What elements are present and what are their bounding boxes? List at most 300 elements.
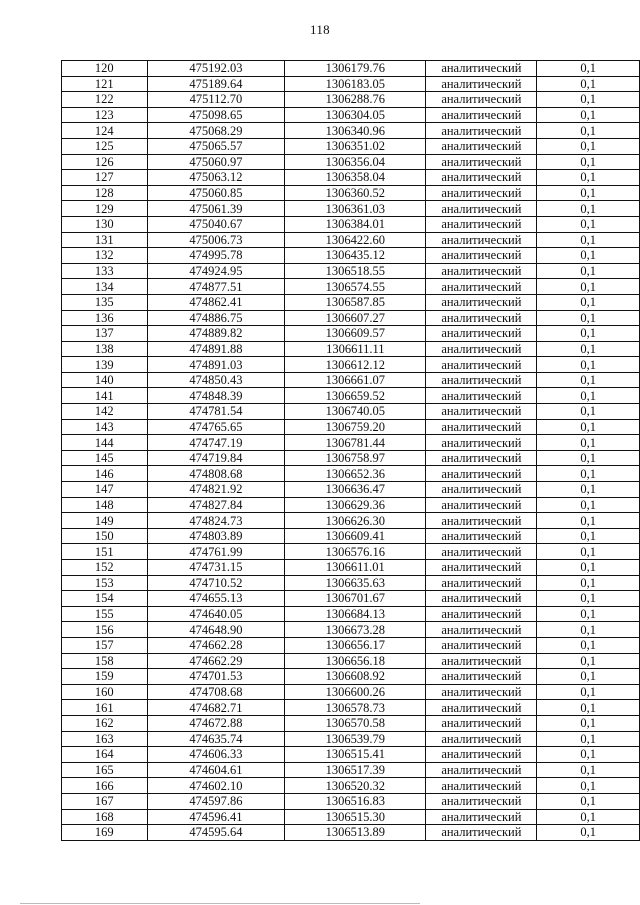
x-coordinate-cell: 474640.05 [147,606,285,622]
accuracy-cell: 0,1 [537,294,640,310]
x-coordinate-cell: 474648.90 [147,622,285,638]
accuracy-cell: 0,1 [537,809,640,825]
accuracy-cell: 0,1 [537,248,640,264]
accuracy-cell: 0,1 [537,123,640,139]
x-coordinate-cell: 474602.10 [147,778,285,794]
accuracy-cell: 0,1 [537,669,640,685]
x-coordinate-cell: 475060.97 [147,154,285,170]
x-coordinate-cell: 474891.03 [147,357,285,373]
x-coordinate-cell: 474672.88 [147,715,285,731]
point-number-cell: 167 [62,793,148,809]
point-number-cell: 128 [62,185,148,201]
coordinates-table [61,60,640,841]
y-coordinate-cell: 1306183.05 [285,76,426,92]
point-number-cell: 122 [62,92,148,108]
x-coordinate-cell: 474710.52 [147,575,285,591]
x-coordinate-cell: 474886.75 [147,310,285,326]
method-cell: аналитический [426,575,537,591]
table-row [62,669,640,685]
accuracy-cell: 0,1 [537,684,640,700]
y-coordinate-cell: 1306351.02 [285,138,426,154]
y-coordinate-cell: 1306576.16 [285,544,426,560]
y-coordinate-cell: 1306515.30 [285,809,426,825]
method-cell: аналитический [426,138,537,154]
method-cell: аналитический [426,606,537,622]
x-coordinate-cell: 475098.65 [147,107,285,123]
method-cell: аналитический [426,684,537,700]
accuracy-cell: 0,1 [537,138,640,154]
point-number-cell: 150 [62,528,148,544]
x-coordinate-cell: 474781.54 [147,404,285,420]
method-cell: аналитический [426,653,537,669]
point-number-cell: 162 [62,715,148,731]
x-coordinate-cell: 475068.29 [147,123,285,139]
x-coordinate-cell: 474765.65 [147,419,285,435]
method-cell: аналитический [426,154,537,170]
x-coordinate-cell: 474803.89 [147,528,285,544]
method-cell: аналитический [426,248,537,264]
method-cell: аналитический [426,294,537,310]
y-coordinate-cell: 1306636.47 [285,482,426,498]
accuracy-cell: 0,1 [537,715,640,731]
point-number-cell: 124 [62,123,148,139]
table-row [62,466,640,482]
accuracy-cell: 0,1 [537,653,640,669]
method-cell: аналитический [426,825,537,841]
table-row [62,341,640,357]
y-coordinate-cell: 1306600.26 [285,684,426,700]
scan-edge-line [20,903,420,904]
method-cell: аналитический [426,92,537,108]
table-row [62,544,640,560]
point-number-cell: 134 [62,279,148,295]
accuracy-cell: 0,1 [537,575,640,591]
y-coordinate-cell: 1306384.01 [285,216,426,232]
method-cell: аналитический [426,591,537,607]
accuracy-cell: 0,1 [537,825,640,841]
accuracy-cell: 0,1 [537,731,640,747]
accuracy-cell: 0,1 [537,76,640,92]
accuracy-cell: 0,1 [537,606,640,622]
table-row [62,419,640,435]
x-coordinate-cell: 474821.92 [147,482,285,498]
method-cell: аналитический [426,793,537,809]
table-row [62,778,640,794]
x-coordinate-cell: 475192.03 [147,61,285,77]
method-cell: аналитический [426,201,537,217]
table-row [62,154,640,170]
point-number-cell: 157 [62,637,148,653]
accuracy-cell: 0,1 [537,466,640,482]
point-number-cell: 142 [62,404,148,420]
point-number-cell: 155 [62,606,148,622]
method-cell: аналитический [426,388,537,404]
method-cell: аналитический [426,466,537,482]
point-number-cell: 163 [62,731,148,747]
x-coordinate-cell: 474655.13 [147,591,285,607]
table-row [62,793,640,809]
accuracy-cell: 0,1 [537,357,640,373]
method-cell: аналитический [426,560,537,576]
table-row [62,497,640,513]
y-coordinate-cell: 1306358.04 [285,170,426,186]
y-coordinate-cell: 1306356.04 [285,154,426,170]
table-row [62,825,640,841]
method-cell: аналитический [426,731,537,747]
table-row [62,404,640,420]
x-coordinate-cell: 474682.71 [147,700,285,716]
point-number-cell: 120 [62,61,148,77]
method-cell: аналитический [426,809,537,825]
point-number-cell: 139 [62,357,148,373]
accuracy-cell: 0,1 [537,107,640,123]
point-number-cell: 145 [62,450,148,466]
y-coordinate-cell: 1306635.63 [285,575,426,591]
y-coordinate-cell: 1306607.27 [285,310,426,326]
point-number-cell: 127 [62,170,148,186]
x-coordinate-cell: 474891.88 [147,341,285,357]
y-coordinate-cell: 1306609.57 [285,326,426,342]
point-number-cell: 125 [62,138,148,154]
y-coordinate-cell: 1306740.05 [285,404,426,420]
table-row [62,107,640,123]
point-number-cell: 148 [62,497,148,513]
point-number-cell: 143 [62,419,148,435]
y-coordinate-cell: 1306759.20 [285,419,426,435]
accuracy-cell: 0,1 [537,778,640,794]
table-row [62,731,640,747]
x-coordinate-cell: 474808.68 [147,466,285,482]
table-row [62,248,640,264]
y-coordinate-cell: 1306701.67 [285,591,426,607]
table-row [62,591,640,607]
point-number-cell: 147 [62,482,148,498]
accuracy-cell: 0,1 [537,154,640,170]
method-cell: аналитический [426,107,537,123]
x-coordinate-cell: 474827.84 [147,497,285,513]
method-cell: аналитический [426,404,537,420]
y-coordinate-cell: 1306288.76 [285,92,426,108]
table-row [62,482,640,498]
accuracy-cell: 0,1 [537,762,640,778]
accuracy-cell: 0,1 [537,310,640,326]
method-cell: аналитический [426,326,537,342]
table-row [62,76,640,92]
table-row [62,232,640,248]
method-cell: аналитический [426,341,537,357]
table-row [62,560,640,576]
accuracy-cell: 0,1 [537,513,640,529]
table-row [62,435,640,451]
method-cell: аналитический [426,372,537,388]
y-coordinate-cell: 1306612.12 [285,357,426,373]
table-row [62,575,640,591]
y-coordinate-cell: 1306611.11 [285,341,426,357]
x-coordinate-cell: 474606.33 [147,747,285,763]
point-number-cell: 146 [62,466,148,482]
method-cell: аналитический [426,544,537,560]
x-coordinate-cell: 474824.73 [147,513,285,529]
method-cell: аналитический [426,497,537,513]
table-row [62,92,640,108]
method-cell: аналитический [426,61,537,77]
y-coordinate-cell: 1306656.18 [285,653,426,669]
method-cell: аналитический [426,528,537,544]
y-coordinate-cell: 1306520.32 [285,778,426,794]
y-coordinate-cell: 1306515.41 [285,747,426,763]
accuracy-cell: 0,1 [537,482,640,498]
table-row [62,61,640,77]
table-row [62,326,640,342]
method-cell: аналитический [426,123,537,139]
point-number-cell: 133 [62,263,148,279]
x-coordinate-cell: 474635.74 [147,731,285,747]
y-coordinate-cell: 1306608.92 [285,669,426,685]
y-coordinate-cell: 1306574.55 [285,279,426,295]
point-number-cell: 136 [62,310,148,326]
x-coordinate-cell: 474719.84 [147,450,285,466]
x-coordinate-cell: 474924.95 [147,263,285,279]
y-coordinate-cell: 1306661.07 [285,372,426,388]
point-number-cell: 164 [62,747,148,763]
accuracy-cell: 0,1 [537,170,640,186]
accuracy-cell: 0,1 [537,372,640,388]
accuracy-cell: 0,1 [537,61,640,77]
method-cell: аналитический [426,279,537,295]
coordinates-table-body [62,61,640,841]
method-cell: аналитический [426,435,537,451]
accuracy-cell: 0,1 [537,435,640,451]
point-number-cell: 152 [62,560,148,576]
y-coordinate-cell: 1306656.17 [285,637,426,653]
accuracy-cell: 0,1 [537,637,640,653]
x-coordinate-cell: 474597.86 [147,793,285,809]
point-number-cell: 168 [62,809,148,825]
x-coordinate-cell: 475006.73 [147,232,285,248]
accuracy-cell: 0,1 [537,450,640,466]
point-number-cell: 123 [62,107,148,123]
accuracy-cell: 0,1 [537,92,640,108]
point-number-cell: 140 [62,372,148,388]
x-coordinate-cell: 474596.41 [147,809,285,825]
table-row [62,138,640,154]
y-coordinate-cell: 1306611.01 [285,560,426,576]
method-cell: аналитический [426,637,537,653]
method-cell: аналитический [426,232,537,248]
x-coordinate-cell: 474604.61 [147,762,285,778]
table-row [62,263,640,279]
accuracy-cell: 0,1 [537,388,640,404]
x-coordinate-cell: 474701.53 [147,669,285,685]
y-coordinate-cell: 1306422.60 [285,232,426,248]
method-cell: аналитический [426,700,537,716]
x-coordinate-cell: 474731.15 [147,560,285,576]
point-number-cell: 159 [62,669,148,685]
x-coordinate-cell: 475060.85 [147,185,285,201]
x-coordinate-cell: 474995.78 [147,248,285,264]
method-cell: аналитический [426,263,537,279]
x-coordinate-cell: 475065.57 [147,138,285,154]
method-cell: аналитический [426,715,537,731]
accuracy-cell: 0,1 [537,747,640,763]
accuracy-cell: 0,1 [537,263,640,279]
x-coordinate-cell: 474761.99 [147,544,285,560]
method-cell: аналитический [426,669,537,685]
point-number-cell: 130 [62,216,148,232]
accuracy-cell: 0,1 [537,341,640,357]
accuracy-cell: 0,1 [537,560,640,576]
table-row [62,310,640,326]
table-row [62,513,640,529]
method-cell: аналитический [426,482,537,498]
y-coordinate-cell: 1306659.52 [285,388,426,404]
x-coordinate-cell: 475112.70 [147,92,285,108]
method-cell: аналитический [426,76,537,92]
method-cell: аналитический [426,762,537,778]
x-coordinate-cell: 474850.43 [147,372,285,388]
method-cell: аналитический [426,310,537,326]
table-row [62,294,640,310]
y-coordinate-cell: 1306629.36 [285,497,426,513]
accuracy-cell: 0,1 [537,591,640,607]
point-number-cell: 158 [62,653,148,669]
accuracy-cell: 0,1 [537,497,640,513]
accuracy-cell: 0,1 [537,793,640,809]
point-number-cell: 166 [62,778,148,794]
table-row [62,372,640,388]
y-coordinate-cell: 1306758.97 [285,450,426,466]
y-coordinate-cell: 1306435.12 [285,248,426,264]
point-number-cell: 131 [62,232,148,248]
table-row [62,747,640,763]
method-cell: аналитический [426,357,537,373]
accuracy-cell: 0,1 [537,216,640,232]
accuracy-cell: 0,1 [537,232,640,248]
y-coordinate-cell: 1306516.83 [285,793,426,809]
table-row [62,201,640,217]
point-number-cell: 137 [62,326,148,342]
point-number-cell: 169 [62,825,148,841]
accuracy-cell: 0,1 [537,419,640,435]
table-row [62,622,640,638]
point-number-cell: 156 [62,622,148,638]
method-cell: аналитический [426,747,537,763]
x-coordinate-cell: 475189.64 [147,76,285,92]
y-coordinate-cell: 1306781.44 [285,435,426,451]
table-row [62,216,640,232]
point-number-cell: 161 [62,700,148,716]
accuracy-cell: 0,1 [537,201,640,217]
y-coordinate-cell: 1306587.85 [285,294,426,310]
x-coordinate-cell: 474889.82 [147,326,285,342]
accuracy-cell: 0,1 [537,544,640,560]
method-cell: аналитический [426,185,537,201]
y-coordinate-cell: 1306179.76 [285,61,426,77]
x-coordinate-cell: 474595.64 [147,825,285,841]
point-number-cell: 135 [62,294,148,310]
accuracy-cell: 0,1 [537,528,640,544]
accuracy-cell: 0,1 [537,700,640,716]
table-row [62,185,640,201]
page-number: 118 [310,22,330,37]
x-coordinate-cell: 475063.12 [147,170,285,186]
y-coordinate-cell: 1306609.41 [285,528,426,544]
method-cell: аналитический [426,450,537,466]
x-coordinate-cell: 475040.67 [147,216,285,232]
y-coordinate-cell: 1306626.30 [285,513,426,529]
point-number-cell: 165 [62,762,148,778]
y-coordinate-cell: 1306518.55 [285,263,426,279]
accuracy-cell: 0,1 [537,279,640,295]
y-coordinate-cell: 1306340.96 [285,123,426,139]
y-coordinate-cell: 1306570.58 [285,715,426,731]
y-coordinate-cell: 1306360.52 [285,185,426,201]
method-cell: аналитический [426,216,537,232]
y-coordinate-cell: 1306513.89 [285,825,426,841]
y-coordinate-cell: 1306517.39 [285,762,426,778]
method-cell: аналитический [426,419,537,435]
y-coordinate-cell: 1306304.05 [285,107,426,123]
y-coordinate-cell: 1306684.13 [285,606,426,622]
x-coordinate-cell: 475061.39 [147,201,285,217]
x-coordinate-cell: 474747.19 [147,435,285,451]
table-row [62,123,640,139]
point-number-cell: 141 [62,388,148,404]
table-row [62,450,640,466]
table-row [62,357,640,373]
accuracy-cell: 0,1 [537,622,640,638]
point-number-cell: 129 [62,201,148,217]
y-coordinate-cell: 1306673.28 [285,622,426,638]
table-row [62,700,640,716]
accuracy-cell: 0,1 [537,404,640,420]
y-coordinate-cell: 1306361.03 [285,201,426,217]
x-coordinate-cell: 474708.68 [147,684,285,700]
table-row [62,637,640,653]
table-row [62,715,640,731]
y-coordinate-cell: 1306539.79 [285,731,426,747]
point-number-cell: 138 [62,341,148,357]
table-row [62,653,640,669]
x-coordinate-cell: 474662.29 [147,653,285,669]
method-cell: аналитический [426,778,537,794]
point-number-cell: 154 [62,591,148,607]
table-row [62,170,640,186]
table-row [62,279,640,295]
table-row [62,684,640,700]
point-number-cell: 144 [62,435,148,451]
point-number-cell: 151 [62,544,148,560]
method-cell: аналитический [426,513,537,529]
point-number-cell: 153 [62,575,148,591]
method-cell: аналитический [426,170,537,186]
accuracy-cell: 0,1 [537,326,640,342]
table-row [62,762,640,778]
x-coordinate-cell: 474848.39 [147,388,285,404]
table-row [62,388,640,404]
method-cell: аналитический [426,622,537,638]
y-coordinate-cell: 1306578.73 [285,700,426,716]
table-row [62,809,640,825]
point-number-cell: 160 [62,684,148,700]
x-coordinate-cell: 474662.28 [147,637,285,653]
accuracy-cell: 0,1 [537,185,640,201]
x-coordinate-cell: 474862.41 [147,294,285,310]
point-number-cell: 149 [62,513,148,529]
point-number-cell: 126 [62,154,148,170]
x-coordinate-cell: 474877.51 [147,279,285,295]
y-coordinate-cell: 1306652.36 [285,466,426,482]
